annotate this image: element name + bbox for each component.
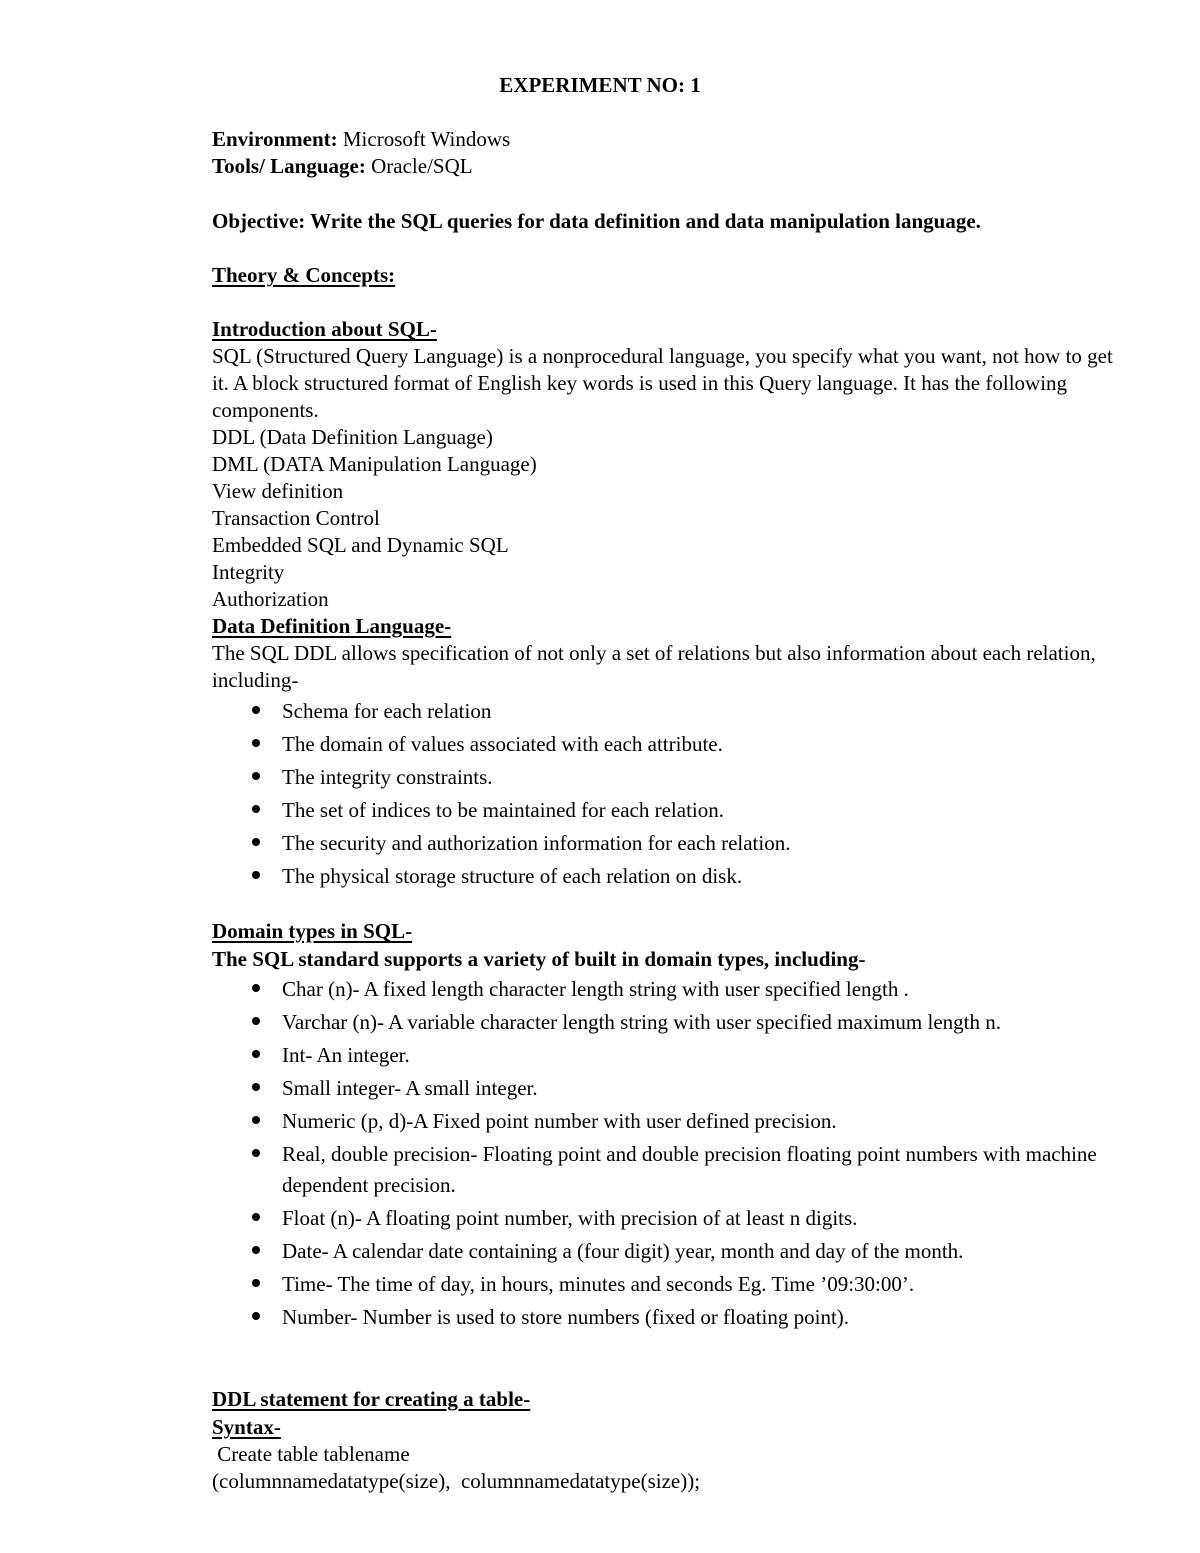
list-item: Number- Number is used to store numbers (fixed or floating point). xyxy=(212,1302,1142,1335)
list-item: Real, double precision- Floating point and double precision floating point numbers with machine dependent precision. xyxy=(212,1139,1142,1203)
create-table-heading: DDL statement for creating a table- xyxy=(212,1387,531,1411)
component-item: Authorization xyxy=(212,587,329,611)
tools-value: Oracle/SQL xyxy=(371,154,473,178)
component-item: DDL (Data Definition Language) xyxy=(212,425,493,449)
intro-paragraph: SQL (Structured Query Language) is a nonprocedural language, you specify what you want, not how to get it. A block structured format of English key words is used in this Query language. It has the following components. xyxy=(212,344,1113,422)
bullet-icon xyxy=(252,1149,260,1157)
list-item: Int- An integer. xyxy=(212,1040,1142,1073)
component-item: DML (DATA Manipulation Language) xyxy=(212,452,537,476)
list-item: Char (n)- A fixed length character length string with user specified length . xyxy=(212,974,1142,1007)
environment-line xyxy=(212,126,510,153)
bullet-icon xyxy=(252,984,260,992)
objective: Objective: Write the SQL queries for data definition and data manipulation language. xyxy=(212,209,981,233)
list-item: Schema for each relation xyxy=(212,696,1142,729)
bullet-icon xyxy=(252,739,260,747)
tools-line xyxy=(212,153,473,180)
syntax-line: Create table tablename xyxy=(212,1442,410,1466)
bullet-icon xyxy=(252,1312,260,1320)
bullet-icon xyxy=(252,1246,260,1254)
bullet-icon xyxy=(252,1116,260,1124)
bullet-icon xyxy=(252,706,260,714)
list-item: Varchar (n)- A variable character length string with user specified maximum length n. xyxy=(212,1007,1142,1040)
tools-label: Tools/ Language: xyxy=(212,154,366,178)
list-item: The domain of values associated with each attribute. xyxy=(212,729,1142,762)
list-item: The security and authorization information for each relation. xyxy=(212,828,1142,861)
list-item: Numeric (p, d)-A Fixed point number with user defined precision. xyxy=(212,1106,1142,1139)
list-item: Small integer- A small integer. xyxy=(212,1073,1142,1106)
list-item: The set of indices to be maintained for each relation. xyxy=(212,795,1142,828)
bullet-icon xyxy=(252,1083,260,1091)
domain-heading: Domain types in SQL- xyxy=(212,919,413,943)
environment-value: Microsoft Windows xyxy=(342,127,511,151)
component-item: Transaction Control xyxy=(212,506,380,530)
bullet-icon xyxy=(252,805,260,813)
bullet-icon xyxy=(252,1017,260,1025)
environment-label: Environment: xyxy=(212,127,338,151)
component-item: View definition xyxy=(212,479,344,503)
syntax-heading: Syntax- xyxy=(212,1415,281,1439)
syntax-line: (columnnamedatatype(size), columnnamedatatype(size)); xyxy=(212,1469,701,1493)
ddl-paragraph: The SQL DDL allows specification of not only a set of relations but also information about each relation, including- xyxy=(212,641,1096,692)
ddl-list xyxy=(212,696,1142,894)
bullet-icon xyxy=(252,871,260,879)
component-item: Embedded SQL and Dynamic SQL xyxy=(212,533,509,557)
component-item: Integrity xyxy=(212,560,285,584)
list-item: Date- A calendar date containing a (four digit) year, month and day of the month. xyxy=(212,1236,1142,1269)
list-item: Float (n)- A floating point number, with precision of at least n digits. xyxy=(212,1203,1142,1236)
theory-heading: Theory & Concepts: xyxy=(212,263,396,287)
bullet-icon xyxy=(252,838,260,846)
list-item: Time- The time of day, in hours, minutes and seconds Eg. Time ’09:30:00’. xyxy=(212,1269,1142,1302)
page-title: EXPERIMENT NO: 1 xyxy=(499,73,701,97)
bullet-icon xyxy=(252,1213,260,1221)
domain-list xyxy=(212,974,1142,1335)
bullet-icon xyxy=(252,1279,260,1287)
list-item: The integrity constraints. xyxy=(212,762,1142,795)
intro-heading: Introduction about SQL- xyxy=(212,317,437,341)
list-item: The physical storage structure of each relation on disk. xyxy=(212,861,1142,894)
domain-intro: The SQL standard supports a variety of built in domain types, including- xyxy=(212,947,866,971)
bullet-icon xyxy=(252,772,260,780)
ddl-heading: Data Definition Language- xyxy=(212,614,452,638)
bullet-icon xyxy=(252,1050,260,1058)
